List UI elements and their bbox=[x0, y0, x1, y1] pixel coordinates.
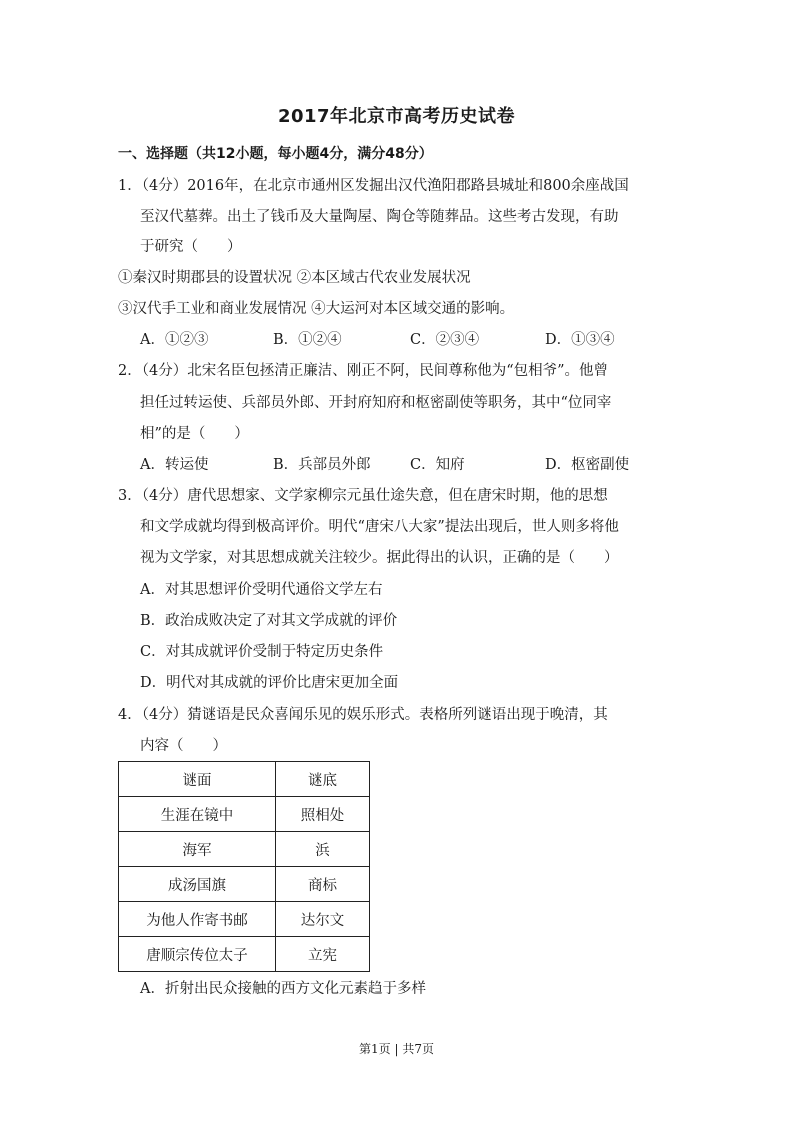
q3-option-b: B．政治成败决定了对其文学成就的评价 bbox=[140, 613, 398, 629]
riddle-cell: 海军 bbox=[119, 832, 276, 867]
q4-option-a: A．折射出民众接触的西方文化元素趋于多样 bbox=[140, 981, 426, 997]
table-row bbox=[119, 937, 370, 972]
riddle-cell: 生涯在镜中 bbox=[119, 797, 276, 832]
q1-line-3: 于研究（ ） bbox=[140, 239, 242, 255]
answer-cell: 照相处 bbox=[276, 797, 370, 832]
header-answer: 谜底 bbox=[276, 762, 370, 797]
answer-cell: 浜 bbox=[276, 832, 370, 867]
riddle-cell: 唐顺宗传位太子 bbox=[119, 937, 276, 972]
q4-line-2: 内容（ ） bbox=[140, 738, 227, 754]
q3-line-2: 和文学成就均得到极高评价。明代“唐宋八大家”提法出现后，世人则多将他 bbox=[140, 519, 619, 535]
q1-option-a: A．①②③ bbox=[140, 332, 209, 348]
q2-option-b: B．兵部员外郎 bbox=[273, 457, 371, 473]
answer-cell: 达尔文 bbox=[276, 902, 370, 937]
riddle-cell: 成汤国旗 bbox=[119, 867, 276, 902]
q2-option-d: D．枢密副使 bbox=[545, 457, 630, 473]
q2-option-a: A．转运使 bbox=[140, 457, 209, 473]
q2-line-1: 2．（4分）北宋名臣包拯清正廉洁、刚正不阿，民间尊称他为“包相爷”。他曾 bbox=[118, 363, 609, 379]
q1-line-1: 1．（4分）2016年，在北京市通州区发掘出汉代渔阳郡路县城址和800余座战国 bbox=[118, 178, 629, 194]
q2-line-2: 担任过转运使、兵部员外郎、开封府知府和枢密副使等职务，其中“位同宰 bbox=[140, 395, 612, 411]
q1-option-b: B．①②④ bbox=[273, 332, 342, 348]
q3-option-c: C．对其成就评价受制于特定历史条件 bbox=[140, 644, 384, 660]
q1-line-2: 至汉代墓葬。出土了钱币及大量陶屋、陶仓等随葬品。这些考古发现，有助 bbox=[140, 209, 619, 225]
page-title: 2017年北京市高考历史试卷 bbox=[277, 106, 516, 127]
q2-line-3: 相”的是（ ） bbox=[140, 426, 249, 442]
q4-line-1: 4．（4分）猜谜语是民众喜闻乐见的娱乐形式。表格所列谜语出现于晚清，其 bbox=[118, 707, 608, 723]
q1-option-d: D．①③④ bbox=[545, 332, 615, 348]
q3-line-1: 3．（4分）唐代思想家、文学家柳宗元虽仕途失意，但在唐宋时期，他的思想 bbox=[118, 488, 608, 504]
riddle-cell: 为他人作寄书邮 bbox=[119, 902, 276, 937]
table-row bbox=[119, 832, 370, 867]
q1-option-c: C．②③④ bbox=[410, 332, 480, 348]
section-heading: 一、选择题（共12小题，每小题4分，满分48分） bbox=[118, 146, 433, 162]
table-row bbox=[119, 867, 370, 902]
q1-item-line-1: ①秦汉时期郡县的设置状况 ②本区域古代农业发展状况 bbox=[118, 270, 471, 286]
page-footer: 第1页 | 共7页 bbox=[359, 1042, 434, 1056]
answer-cell: 立宪 bbox=[276, 937, 370, 972]
q3-option-d: D．明代对其成就的评价比唐宋更加全面 bbox=[140, 675, 399, 691]
riddle-table bbox=[118, 761, 370, 972]
q3-line-3: 视为文学家，对其思想成就关注较少。据此得出的认识，正确的是（ ） bbox=[140, 550, 619, 566]
q2-option-c: C．知府 bbox=[410, 457, 465, 473]
answer-cell: 商标 bbox=[276, 867, 370, 902]
table-row bbox=[119, 902, 370, 937]
header-riddle: 谜面 bbox=[119, 762, 276, 797]
q1-item-line-2: ③汉代手工业和商业发展情况 ④大运河对本区域交通的影响。 bbox=[118, 301, 515, 317]
q3-option-a: A．对其思想评价受明代通俗文学左右 bbox=[140, 582, 383, 598]
table-header-row bbox=[119, 762, 370, 797]
table-row bbox=[119, 797, 370, 832]
